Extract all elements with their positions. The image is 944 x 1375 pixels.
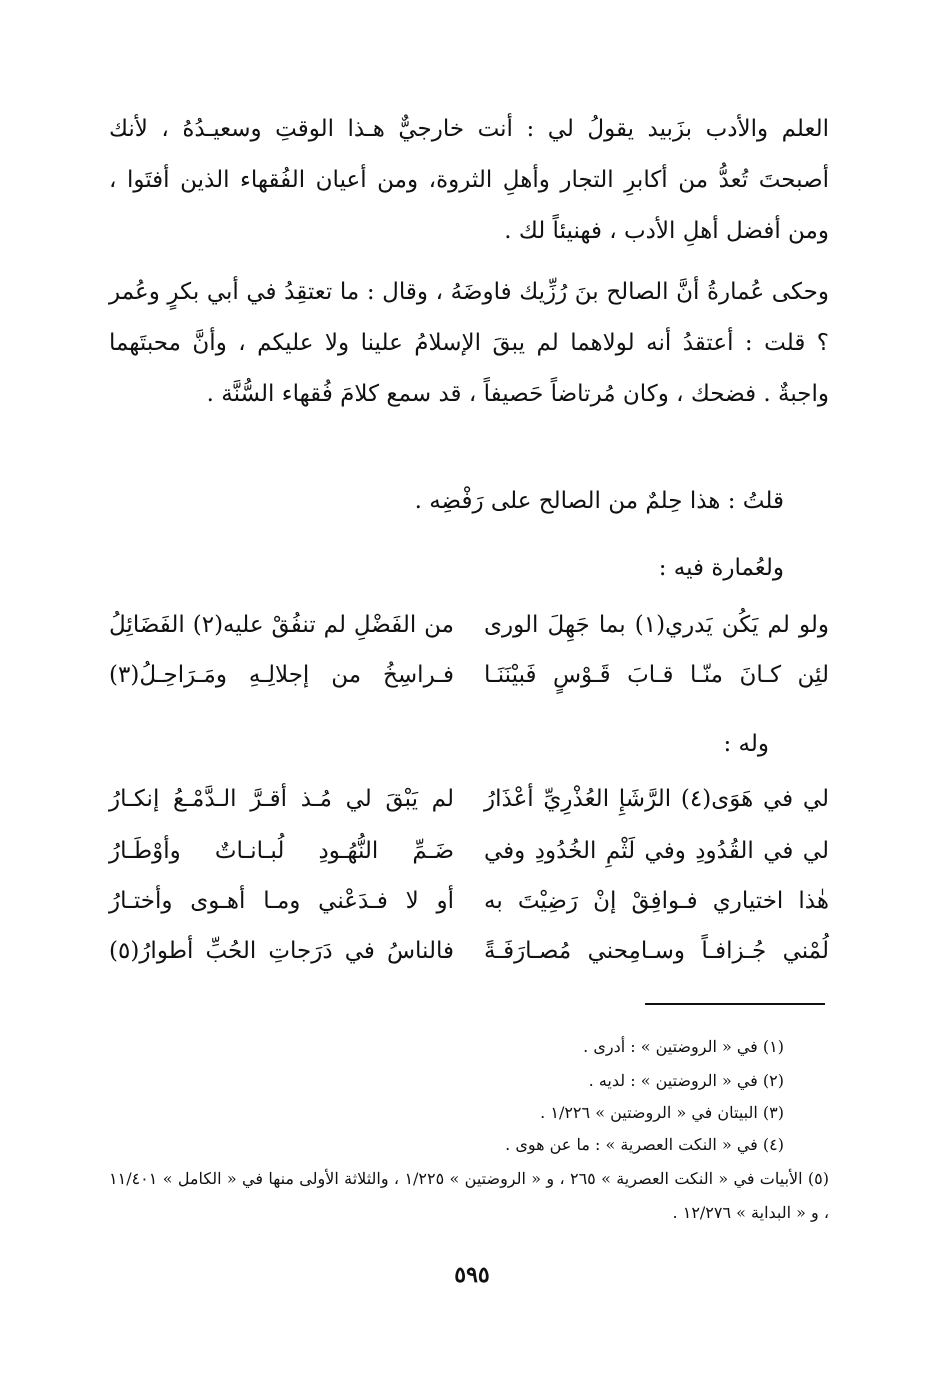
verse-hemistich-left: لم يَبْقَ لي مُـذ أقـرَّ الـدَّمْـعُ إنكـارُ: [109, 786, 454, 812]
verse-hemistich-right: لي في القُدُودِ وفي لَثْمِ الخُدُودِ وفي: [484, 838, 829, 864]
verse-row: [109, 838, 829, 888]
verse-row: [109, 662, 829, 712]
paragraph-3: قلتُ : هذا حِلمٌ من الصالح على رَفْضِه .: [414, 488, 784, 514]
verse-hemistich-left: فالناسُ في دَرَجاتِ الحُبِّ أطوارُ(٥): [109, 938, 454, 964]
verse-hemistich-left: أو لا فـدَعْني ومـا أهـوى وأختـارُ: [109, 888, 454, 914]
verse-hemistich-right: لئِن كـانَ منّـا قـابَ قَـوْسٍ فَبيْنَنَـا: [484, 662, 829, 688]
paragraph-5: وله :: [723, 731, 769, 757]
verse-hemistich-right: لُمْني جُـزافـاً وسـامِحني مُصـارَفَـةً: [484, 938, 829, 964]
verse-row: [109, 938, 829, 988]
footnote-3: (٣) البيتان في « الروضتين » ١/٢٢٦ .: [540, 1103, 784, 1122]
footnote-5: (٥) الأبيات في « النكت العصرية » ٢٦٥ ، و « الروضتين » ١/٢٢٥ ، والثلاثة الأولى منها في « الكامل » ١١/٤٠١ ، و « البداية » ١٢/٢٧٦ .: [109, 1169, 830, 1222]
verse-row: [109, 786, 829, 836]
verse-hemistich-left: من الفَضْلِ لم تنفُقْ عليه(٢) الفَضَائِلُ: [109, 612, 454, 638]
paragraph-1: العلم والأدب بزَبيد يقولُ لي : أنت خارجيٌّ هـذا الوقتِ وسعيـدُهُ ، لأنك أصبحتَ تُعدُّ من أكابرِ التجار وأهلِ الثروة، ومن أعيان الفُقهاء الذين أفتَوا ، ومن أفضل أهلِ الأدب ، فهنيئاً لك .: [109, 116, 829, 244]
page-number: ٥٩٥: [454, 1262, 490, 1288]
verse-row: [109, 888, 829, 938]
verse-hemistich-right: ولو لم يَكُن يَدري(١) بما جَهِلَ الورى: [484, 612, 829, 638]
footnote-divider: [645, 1003, 825, 1005]
verse-row: [109, 612, 829, 662]
paragraph-4: ولعُمارة فيه :: [658, 555, 784, 581]
verse-hemistich-left: فـراسِخُ من إجلالِـهِ ومَـرَاحِـلُ(٣): [109, 662, 454, 688]
paragraph-2: وحكى عُمارةُ أنَّ الصالح بنَ رُزِّيك فاوضَهُ ، وقال : ما تعتقِدُ في أبي بكرٍ وعُمر ؟ قلت : أعتقدُ أنه لولاهما لم يبقَ الإسلامُ علينا ولا عليكم ، وأنَّ محبتَهما واجبةٌ . فضحك ، وكان مُرتاضاً حَصيفاً ، قد سمع كلامَ فُقهاء السُّنَّة .: [109, 279, 829, 407]
verse-hemistich-right: لي في هَوَى(٤) الرَّشَإِ العُذْرِيِّ أعْذَارُ: [484, 786, 830, 812]
verse-hemistich-left: ضَـمِّ النُّهُـودِ لُبـانـاتٌ وأوْطَـارُ: [109, 838, 454, 864]
footnote-1: (١) في « الروضتين » : أدرى .: [583, 1037, 784, 1056]
footnote-4: (٤) في « النكت العصرية » : ما عن هوى .: [505, 1135, 784, 1154]
footnote-2: (٢) في « الروضتين » : لديه .: [588, 1071, 784, 1090]
verse-hemistich-right: هٰذا اختياري فـوافِقْ إنْ رَضِيْتَ به: [484, 888, 829, 914]
